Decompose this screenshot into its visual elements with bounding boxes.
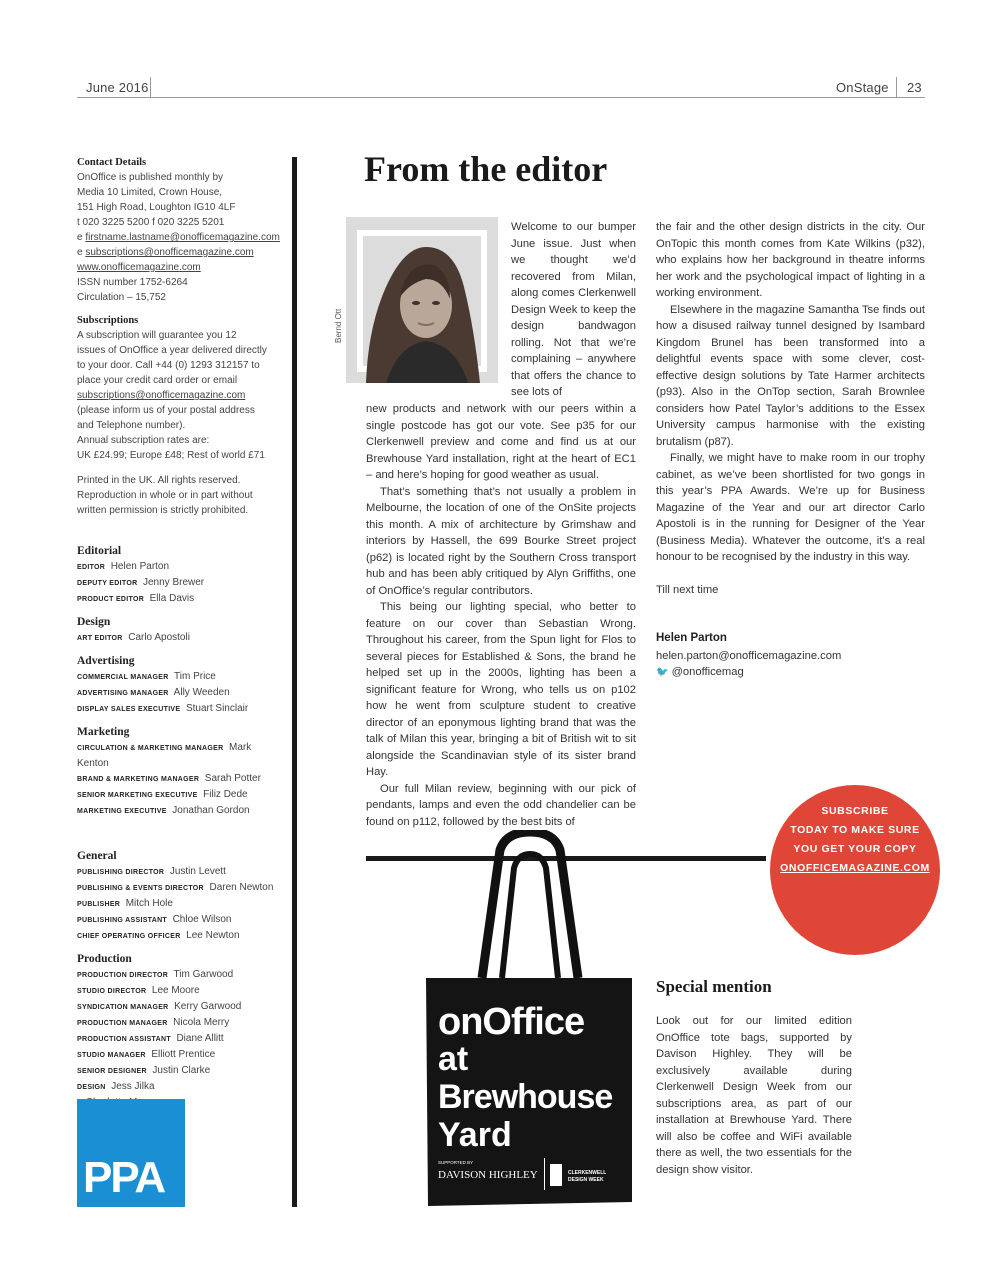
ppa-logo	[77, 1099, 185, 1207]
staff-row	[77, 591, 282, 607]
staff-section-heading: Design	[77, 616, 111, 628]
paragraph: Our full Milan review, beginning with our pick of pendants, lamps and even the odd chandelier can be found on p112, followed by the best bits of	[366, 782, 636, 828]
staff-name: Carlo Apostoli	[128, 632, 190, 643]
staff-role: PUBLISHER	[77, 901, 121, 908]
staff-name: Lee Moore	[151, 985, 200, 996]
staff-row	[77, 559, 282, 575]
intro-paragraph: Welcome to our bumper June issue. Just when we thought we’d recovered from Milan, along comes Clerkenwell Design Week to keep the design bandwagon rolling. Not that we’re complaining – anywhere that offers the chance to see lots of	[511, 221, 636, 398]
staff-role: PRODUCTION MANAGER	[77, 1020, 168, 1027]
staff-role: STUDIO MANAGER	[77, 1052, 146, 1059]
header-divider	[896, 77, 897, 97]
circulation: Circulation – 15,752	[77, 292, 166, 303]
issn: ISSN number 1752-6264	[77, 277, 188, 288]
staff-role: SENIOR MARKETING EXECUTIVE	[77, 792, 198, 799]
staff-name: Lee Newton	[186, 930, 240, 941]
subscriptions-line: Annual subscription rates are:	[77, 435, 210, 446]
twitter-icon: 🐦	[656, 667, 669, 678]
contact-email-link[interactable]: firstname.lastname@onofficemagazine.com	[85, 232, 280, 243]
staff-name: Ally Weeden	[173, 687, 230, 698]
subscriptions-line: to your door. Call +44 (0) 1293 312157 to	[77, 360, 260, 371]
article-column-1	[366, 401, 636, 830]
staff-name: Justin Clarke	[152, 1065, 211, 1076]
subscriptions-line: A subscription will guarantee you 12	[77, 330, 237, 341]
staff-role: PRODUCTION ASSISTANT	[77, 1036, 171, 1043]
staff-name: Justin Levett	[169, 866, 226, 877]
staff-name: Daren Newton	[209, 882, 274, 893]
tote-supported-by: SUPPORTED BY	[438, 1160, 474, 1165]
subscribe-line: TODAY TO MAKE SURE	[790, 824, 920, 836]
staff-row	[77, 787, 282, 803]
tote-bag-image	[420, 830, 640, 1210]
subscriptions-email-link[interactable]: subscriptions@onofficemagazine.com	[85, 247, 254, 258]
tote-line-4: Yard	[438, 1116, 512, 1154]
section-name: OnStage	[836, 80, 889, 95]
special-mention-heading: Special mention	[656, 977, 772, 996]
paragraph: That’s something that’s not usually a problem in Melbourne, the location of one of the OnSite projects this month. A mix of architecture by Grimshaw and interiors by Hassell, the 699 Bourke Street project (p62) is located right by the Southern Cross transport hub and has been ably critiqued by Alyn Griffiths, one of OnOffice’s regular contributors.	[366, 485, 636, 597]
staff-role: PUBLISHING ASSISTANT	[77, 917, 168, 924]
staff-row	[77, 1015, 282, 1031]
staff-row	[77, 803, 282, 819]
staff-row	[77, 1079, 282, 1095]
subscribe-badge[interactable]	[770, 785, 940, 955]
column-divider	[292, 157, 297, 1207]
author-twitter[interactable]	[656, 666, 744, 678]
subscriptions-line: and Telephone number).	[77, 420, 186, 431]
contact-line: t 020 3225 5200 f 020 3225 5201	[77, 217, 225, 228]
staff-role: ART EDITOR	[77, 635, 123, 642]
staff-role: ADVERTISING MANAGER	[77, 690, 169, 697]
staff-section-heading: Advertising	[77, 655, 135, 667]
staff-name: Jess Jilka	[111, 1081, 155, 1092]
staff-row	[77, 880, 282, 896]
staff-name: Elliott Prentice	[151, 1049, 216, 1060]
staff-role: SENIOR DESIGNER	[77, 1068, 147, 1075]
staff-role: MARKETING EXECUTIVE	[77, 808, 167, 815]
photo-credit: Bernd Ott	[334, 308, 343, 343]
staff-role: PRODUCT EDITOR	[77, 596, 145, 603]
tote-line-2: at	[438, 1040, 469, 1078]
staff-row	[77, 630, 282, 646]
staff-role: CIRCULATION & MARKETING MANAGER	[77, 745, 224, 752]
contact-heading: Contact Details	[77, 157, 147, 168]
staff-role: EDITOR	[77, 564, 106, 571]
article-intro	[511, 219, 636, 401]
staff-row	[77, 912, 282, 928]
staff-row	[77, 1031, 282, 1047]
staff-row	[77, 896, 282, 912]
staff-name: Tim Price	[174, 671, 216, 682]
staff-section-heading: Editorial	[77, 545, 122, 557]
staff-role: COMMERCIAL MANAGER	[77, 674, 169, 681]
website-link[interactable]: www.onofficemagazine.com	[77, 262, 201, 273]
staff-row	[77, 864, 282, 880]
tote-line-3: Brewhouse	[438, 1078, 613, 1116]
staff-row	[77, 771, 282, 787]
header-divider	[150, 77, 151, 97]
staff-name: Jenny Brewer	[143, 577, 205, 588]
staff-name: Tim Garwood	[173, 969, 234, 980]
staff-role: DEPUTY EDITOR	[77, 580, 138, 587]
tote-partner: CLERKENWELL	[568, 1170, 607, 1176]
page-title: From the editor	[364, 149, 608, 189]
staff-role: STUDIO DIRECTOR	[77, 988, 147, 995]
masthead-sidebar	[77, 155, 282, 1140]
ppa-logo-text: PPA	[83, 1153, 165, 1202]
staff-row	[77, 999, 282, 1015]
staff-row	[77, 928, 282, 944]
staff-role: PRODUCTION DIRECTOR	[77, 972, 169, 979]
printed-line: written permission is strictly prohibited.	[77, 505, 249, 516]
printed-line: Reproduction in whole or in part without	[77, 490, 253, 501]
staff-name: Chloe Wilson	[172, 914, 232, 925]
staff-row	[77, 575, 282, 591]
general-heading: General	[77, 850, 117, 862]
staff-role: DESIGN	[77, 1084, 106, 1091]
subscriptions-email-link[interactable]: subscriptions@onofficemagazine.com	[77, 390, 246, 401]
author-twitter-handle: @onofficemag	[671, 666, 744, 678]
staff-name: Nicola Merry	[173, 1017, 230, 1028]
staff-role: CHIEF OPERATING OFFICER	[77, 933, 181, 940]
author-name: Helen Parton	[656, 632, 727, 644]
staff-sections	[77, 544, 282, 819]
paragraph: the fair and the other design districts in the city. Our OnTopic this month comes from Kate Wilkins (p32), who explains how her background in theatre informs her work and the psychological impact of lighting in a working environment.	[656, 221, 925, 299]
staff-row	[77, 1063, 282, 1079]
staff-row	[77, 669, 282, 685]
staff-row	[77, 701, 282, 717]
editor-portrait-image	[346, 217, 498, 383]
page-number: 23	[907, 80, 922, 95]
issue-date: June 2016	[86, 80, 149, 95]
tote-line-1: onOffice	[438, 1001, 585, 1043]
contact-line: Media 10 Limited, Crown House,	[77, 187, 223, 198]
staff-name: Stuart Sinclair	[185, 703, 249, 714]
staff-row	[77, 1047, 282, 1063]
staff-role: DISPLAY SALES EXECUTIVE	[77, 706, 181, 713]
signoff: Till next time	[656, 583, 719, 596]
staff-name: Ella Davis	[149, 593, 195, 604]
staff-name: Jonathan Gordon	[172, 805, 250, 816]
staff-row	[77, 967, 282, 983]
email-prefix: e	[77, 247, 86, 258]
staff-row	[77, 740, 282, 771]
email-prefix: e	[77, 232, 86, 243]
staff-role: PUBLISHING & EVENTS DIRECTOR	[77, 885, 204, 892]
contact-line: OnOffice is published monthly by	[77, 172, 224, 183]
subscriptions-line: UK £24.99; Europe £48; Rest of world £71	[77, 450, 265, 461]
svg-text:DESIGN WEEK: DESIGN WEEK	[568, 1177, 604, 1183]
editor-photo	[346, 217, 498, 383]
staff-role: BRAND & MARKETING MANAGER	[77, 776, 200, 783]
subscriptions-line: (please inform us of your postal address	[77, 405, 255, 416]
subscriptions-line: issues of OnOffice a year delivered directly	[77, 345, 267, 356]
staff-row	[77, 685, 282, 701]
production-list	[77, 967, 282, 1095]
staff-section-heading: Marketing	[77, 726, 130, 738]
tote-sponsor: DAVISON HIGHLEY	[438, 1169, 538, 1181]
production-heading: Production	[77, 953, 132, 965]
staff-row	[77, 983, 282, 999]
article-column-2	[656, 219, 925, 598]
staff-name: Helen Parton	[110, 561, 170, 572]
printed-line: Printed in the UK. All rights reserved.	[77, 475, 241, 486]
subscribe-line: SUBSCRIBE	[821, 805, 889, 817]
staff-role: PUBLISHING DIRECTOR	[77, 869, 165, 876]
general-list	[77, 864, 282, 944]
staff-name: Diane Allitt	[176, 1033, 224, 1044]
staff-name: Mitch Hole	[125, 898, 173, 909]
subscribe-link[interactable]: ONOFFICEMAGAZINE.COM	[780, 862, 930, 874]
contact-line: 151 High Road, Loughton IG10 4LF	[77, 202, 236, 213]
staff-name: Sarah Potter	[204, 773, 261, 784]
subscriptions-line: place your credit card order or email	[77, 375, 238, 386]
special-mention-body: Look out for our limited edition OnOffice tote bags, supported by Davison Highley. They will be exclusively available during Clerkenwell Design Week from our subscriptions area, as part of our installation at Brewhouse Yard. There will also be coffee and WiFi available there as well, the two essentials for the design show visitor.	[656, 1015, 852, 1176]
header-rule	[77, 97, 925, 98]
paragraph: Elsewhere in the magazine Samantha Tse finds out how a disused railway tunnel designed by Isambard Kingdom Brunel has been transformed into a delightful events space with some clever, cost-effective design solutions by Tate Harmer architects (p93). Also in the OnTop section, Sarah Brownlee considers how Patel Taylor’s additions to the Essex University campus harmonise with the existing brutalism (p87).	[656, 303, 925, 448]
author-email-link[interactable]: helen.parton@onofficemagazine.com	[656, 650, 842, 662]
staff-name: Kerry Garwood	[174, 1001, 242, 1012]
staff-role: SYNDICATION MANAGER	[77, 1004, 169, 1011]
subscribe-line: YOU GET YOUR COPY	[793, 843, 917, 855]
staff-name: Mark Kenton	[77, 742, 252, 769]
staff-name: Filiz Dede	[203, 789, 248, 800]
paragraph: This being our lighting special, who better to feature on our cover than Sebastian Wrong. Throughout his career, from the Spun light for Flos to several pieces for Established & Sons, the brand he helped set up in the 2000s, lighting has been a significant feature for Wrong, who tells us on p102 how he went from sculpture student to creative director of an eponymous lighting brand that was the talk of Milan this year, bringing a bit of British wit to sit alongside the Scandinavian style of its sister brand Hay.	[366, 601, 636, 778]
subscriptions-heading: Subscriptions	[77, 315, 139, 326]
paragraph: new products and network with our peers within a single postcode has got our vote. See p35 for our Clerkenwell preview and come and find us at our Brewhouse Yard installation, right at the heart of EC1 – and here’s hoping for good weather as usual.	[366, 403, 636, 481]
paragraph: Finally, we might have to make room in our trophy cabinet, as we’ve been shortlisted for two gongs in this year’s PPA Awards. We’re up for Business Magazine of the Year and our art director Carlo Apostoli is in the running for Designer of the Year (Business Media). Whatever the outcome, it’s a real honour to be recognised by the industry in this way.	[656, 452, 925, 563]
